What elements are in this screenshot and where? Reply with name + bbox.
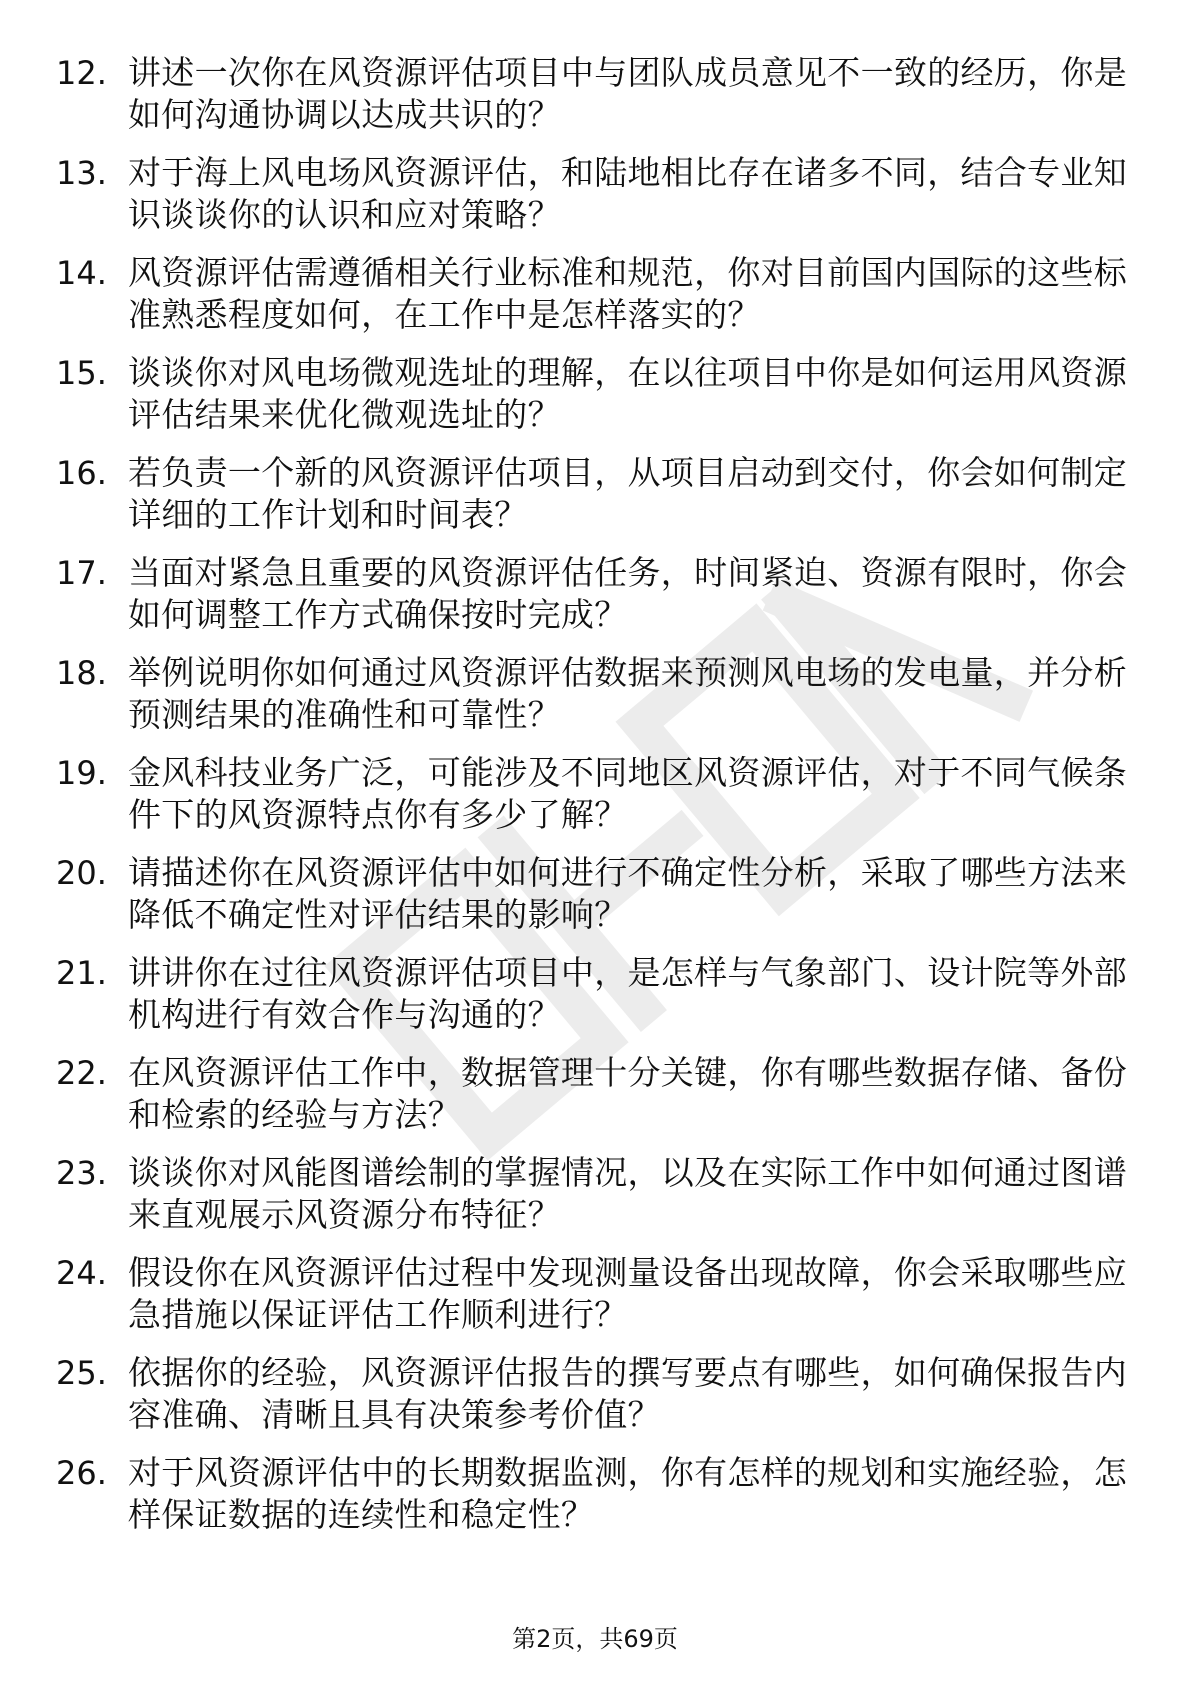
question-text: 风资源评估需遵循相关行业标准和规范，你对目前国内国际的这些标准熟悉程度如何，在工作中是怎样落实的？ [128, 253, 1127, 334]
question-number: 26. [56, 1454, 107, 1492]
question-text: 对于海上风电场风资源评估，和陆地相比存在诸多不同，结合专业知识谈谈你的认识和应对策略？ [128, 153, 1127, 234]
question-item [0, 550, 1190, 650]
question-text: 谈谈你对风能图谱绘制的掌握情况，以及在实际工作中如何通过图谱来直观展示风资源分布特征？ [128, 1153, 1127, 1234]
question-item [0, 1050, 1190, 1150]
question-number: 13. [56, 154, 107, 192]
question-number: 14. [56, 254, 107, 292]
question-text: 对于风资源评估中的长期数据监测，你有怎样的规划和实施经验，怎样保证数据的连续性和稳定性？ [128, 1453, 1127, 1534]
question-text: 金风科技业务广泛，可能涉及不同地区风资源评估，对于不同气候条件下的风资源特点你有多少了解？ [128, 753, 1127, 834]
question-item [0, 150, 1190, 250]
question-number: 18. [56, 654, 107, 692]
question-number: 22. [56, 1054, 107, 1092]
question-text: 讲述一次你在风资源评估项目中与团队成员意见不一致的经历，你是如何沟通协调以达成共识的？ [128, 53, 1127, 134]
question-item [0, 1150, 1190, 1250]
question-number: 20. [56, 854, 107, 892]
question-text: 若负责一个新的风资源评估项目，从项目启动到交付，你会如何制定详细的工作计划和时间表？ [128, 453, 1127, 534]
question-text: 假设你在风资源评估过程中发现测量设备出现故障，你会采取哪些应急措施以保证评估工作顺利进行？ [128, 1253, 1127, 1334]
question-item [0, 450, 1190, 550]
question-item [0, 1250, 1190, 1350]
question-text: 依据你的经验，风资源评估报告的撰写要点有哪些，如何确保报告内容准确、清晰且具有决策参考价值？ [128, 1353, 1127, 1434]
question-item [0, 250, 1190, 350]
question-item [0, 1450, 1190, 1550]
question-item [0, 750, 1190, 850]
question-number: 12. [56, 54, 107, 92]
question-text: 举例说明你如何通过风资源评估数据来预测风电场的发电量，并分析预测结果的准确性和可靠性？ [128, 653, 1127, 734]
question-number: 15. [56, 354, 107, 392]
question-text: 请描述你在风资源评估中如何进行不确定性分析，采取了哪些方法来降低不确定性对评估结果的影响？ [128, 853, 1127, 934]
question-item [0, 650, 1190, 750]
question-number: 23. [56, 1154, 107, 1192]
question-number: 25. [56, 1354, 107, 1392]
question-text: 当面对紧急且重要的风资源评估任务，时间紧迫、资源有限时，你会如何调整工作方式确保按时完成？ [128, 553, 1127, 634]
question-number: 17. [56, 554, 107, 592]
question-text: 讲讲你在过往风资源评估项目中，是怎样与气象部门、设计院等外部机构进行有效合作与沟通的？ [128, 953, 1127, 1034]
question-item [0, 1350, 1190, 1450]
question-number: 16. [56, 454, 107, 492]
question-number: 24. [56, 1254, 107, 1292]
question-number: 19. [56, 754, 107, 792]
page-footer: 第2页，共69页 [512, 1625, 678, 1653]
question-item [0, 950, 1190, 1050]
question-text: 谈谈你对风电场微观选址的理解，在以往项目中你是如何运用风资源评估结果来优化微观选址的？ [128, 353, 1127, 434]
question-number: 21. [56, 954, 107, 992]
question-item [0, 50, 1190, 150]
question-item [0, 850, 1190, 950]
question-list [0, 50, 1190, 1550]
question-text: 在风资源评估工作中，数据管理十分关键，你有哪些数据存储、备份和检索的经验与方法？ [128, 1053, 1127, 1134]
question-item [0, 350, 1190, 450]
